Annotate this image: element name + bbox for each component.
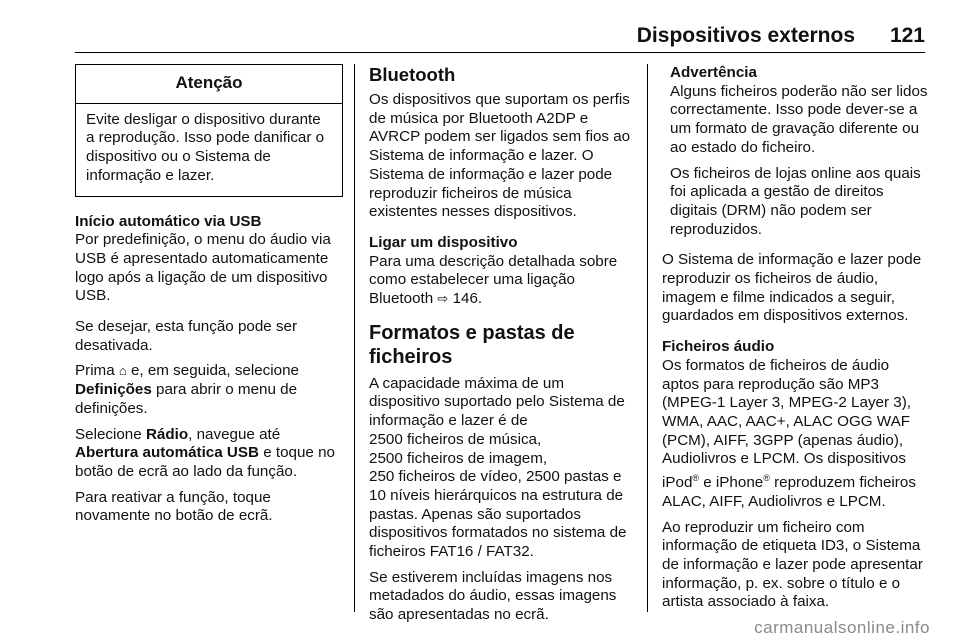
page-number: 121 bbox=[889, 24, 925, 47]
warning-text-2: Os ficheiros de lojas online aos quais foi aplicada a gestão de direitos digitais (DRM) não podem ser reproduzidos. bbox=[670, 164, 921, 238]
usb-autoopen-label: Abertura automática USB bbox=[75, 444, 259, 462]
column-right bbox=[662, 64, 928, 619]
formats-heading: Formatos e pastas de ficheiros bbox=[369, 321, 575, 368]
home-icon: ⌂ bbox=[118, 363, 127, 379]
autostart-paragraph bbox=[75, 213, 343, 307]
column-divider bbox=[647, 64, 648, 612]
page-reference-icon: ⇨ bbox=[437, 291, 449, 307]
bluetooth-paragraph: Os dispositivos que suportam os perfis de música por Bluetooth A2DP e AVRCP podem ser ligados sem fios ao Sistema de informação e lazer. O Sistema de informação e lazer pode reproduzir ficheiros de música existentes nesses dispositivos. bbox=[369, 91, 631, 221]
attention-title: Atenção bbox=[76, 65, 342, 104]
connect-paragraph: Ligar um dispositivo Para uma descrição detalhada sobre como estabelecer uma ligação Bluetooth ⇨ 146. bbox=[369, 234, 633, 309]
press-paragraph: Prima ⌂ e, em seguida, selecione Definições para abrir o menu de definições. bbox=[75, 362, 299, 417]
capacity-paragraph: A capacidade máxima de um dispositivo suportado pelo Sistema de informação e lazer é de 2500 ficheiros de música, 2500 ficheiros de imagem, 250 ficheiros de vídeo, 2500 pastas e 10 níveis hierárquicos na estrutura de pastas. Apenas são suportados dispositivos formatados no sistema de ficheiros FAT16 / FAT32. bbox=[369, 374, 627, 561]
autostart-heading: Início automático via USB bbox=[75, 212, 262, 230]
radio-label: Rádio bbox=[145, 425, 189, 443]
column-left bbox=[75, 64, 343, 533]
section-title: Dispositivos externos bbox=[636, 24, 855, 47]
column-middle bbox=[369, 64, 633, 632]
watermark: carmanualsonline.info bbox=[754, 618, 930, 637]
audio-paragraph: Ficheiros áudio Os formatos de ficheiros de áudio aptos para reprodução são MP3 (MPEG-1 Layer 3, MPEG-2 Layer 3), WMA, AAC, AAC+, ALAC OGG WAF (PCM), AIFF, 3GPP (apenas áudio), Audiolivros e LPCM. Os dispositivos iPod® e iPhone® reproduzem ficheiros ALAC, AIFF, Audiolivros e LPCM. bbox=[662, 338, 928, 511]
system-paragraph: O Sistema de informação e lazer pode reproduzir os ficheiros de áudio, imagem e filme indicados a seguir, guardados em dispositivos externos. bbox=[662, 251, 922, 325]
page-reference: 146. bbox=[452, 290, 483, 308]
warning-heading: Advertência bbox=[670, 64, 757, 81]
disable-paragraph: Se desejar, esta função pode ser desativada. bbox=[75, 318, 298, 354]
attention-box bbox=[75, 64, 343, 197]
autostart-text: Por predefinição, o menu do áudio via USB é apresentado automaticamente logo após a ligação de um dispositivo USB. bbox=[75, 231, 331, 305]
select-paragraph: Selecione Rádio, navegue até Abertura automática USB e toque no botão de ecrã ao lado da função. bbox=[75, 425, 335, 480]
warning-note bbox=[662, 64, 928, 239]
page-header bbox=[75, 22, 925, 53]
column-divider bbox=[354, 64, 355, 612]
connect-heading: Ligar um dispositivo bbox=[369, 233, 518, 251]
attention-text: Evite desligar o dispositivo durante a reprodução. Isso pode danificar o dispositivo ou o Sistema de informação e lazer. bbox=[86, 110, 325, 184]
images-paragraph: Se estiverem incluídas imagens nos metadados do áudio, essas imagens são apresentadas no ecrã. bbox=[369, 568, 617, 624]
settings-label: Definições bbox=[75, 381, 152, 399]
bluetooth-heading: Bluetooth bbox=[369, 64, 456, 85]
id3-paragraph: Ao reproduzir um ficheiro com informação de etiqueta ID3, o Sistema de informação e lazer pode apresentar informação, p. ex. sobre o título e o artista associado à faixa. bbox=[662, 518, 923, 611]
reactivate-paragraph: Para reativar a função, toque novamente no botão de ecrã. bbox=[75, 488, 273, 525]
warning-text-1: Alguns ficheiros poderão não ser lidos correctamente. Isso pode dever-se a um formato de gravação diferente ou ao estado do ficheiro. bbox=[670, 82, 928, 156]
audio-heading: Ficheiros áudio bbox=[662, 338, 775, 356]
